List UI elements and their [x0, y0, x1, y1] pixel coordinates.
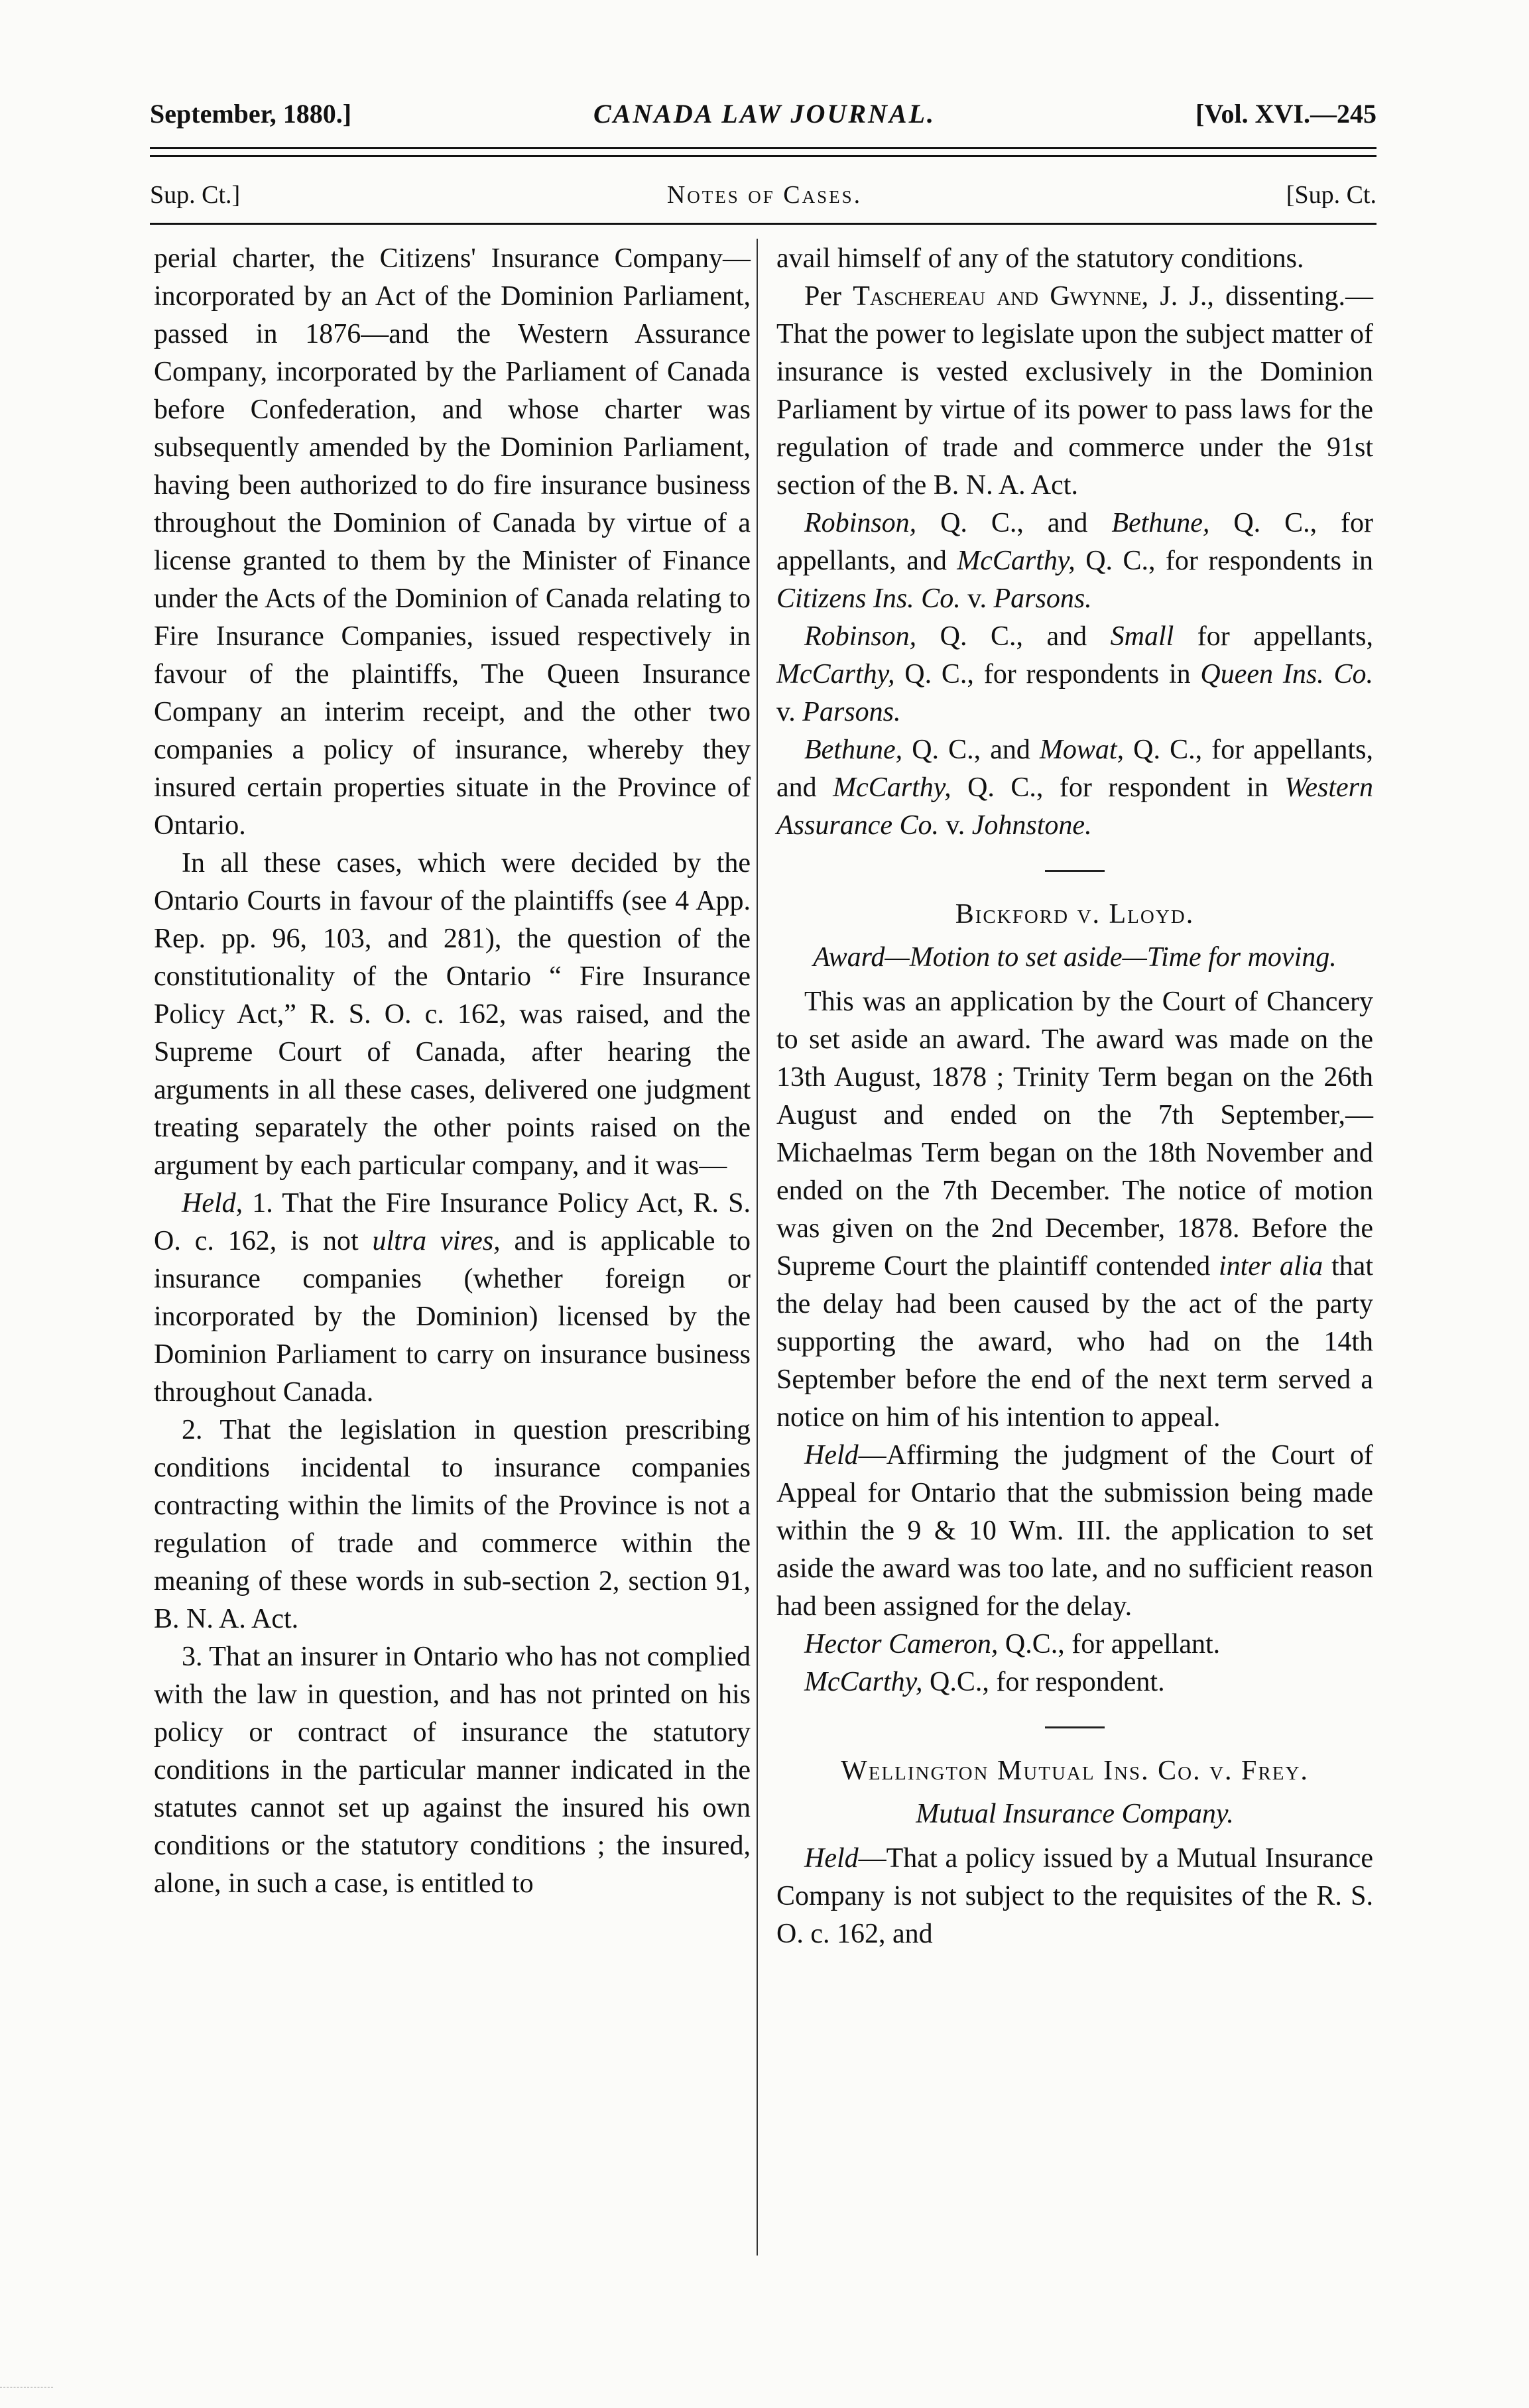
counsel-queen: Robinson, Q. C., and Small for appellants, McCarthy, Q. C., for respondents in Queen Ins. Co. v. Parsons.	[776, 621, 1373, 727]
bickford-counsel-appellant: Hector Cameron, Q.C., for appellant.	[804, 1629, 1221, 1659]
case-title-bickford: Bickford v. Lloyd.	[955, 899, 1195, 930]
case-separator-2	[1045, 1726, 1105, 1728]
left-paragraph-point-3: 3. That an insurer in Ontario who has not complied with the law in question, and has not printed on his policy or contract of insurance the statutory conditions in the particular manner indicated in the statutes cannot set up against the insured his own conditions or the statutory conditions ; the insured, alone, in such a case, is entitled to	[154, 1642, 751, 1899]
left-paragraph-point-2: 2. That the legislation in question prescribing conditions incidental to insurance companies contracting within the limits of the Province is not a regulation of trade and commerce within the meaning of these words in sub-section 2, section 91, B. N. A. Act.	[154, 1415, 751, 1634]
wellington-held: Held—That a policy issued by a Mutual Insurance Company is not subject to the requisites of the R. S. O. c. 162, and	[776, 1843, 1373, 1949]
right-paragraph-1: avail himself of any of the statutory conditions.	[776, 243, 1304, 274]
case-subtitle-bickford: Award—Motion to set aside—Time for moving.	[813, 942, 1337, 973]
left-column	[154, 240, 751, 1903]
right-paragraph-dissent: Per Taschereau and Gwynne, J. J., dissenting.—That the power to legislate upon the subject matter of insurance is vested exclusively in the Dominion Parliament by virtue of its power to pass laws for the regulation of trade and commerce under the 91st section of the B. N. A. Act.	[776, 281, 1373, 501]
court-left: Sup. Ct.]	[150, 181, 241, 209]
header-date: September, 1880.]	[150, 99, 352, 129]
counsel-western: Bethune, Q. C., and Mowat, Q. C., for appellants, and McCarthy, Q. C., for respondent in Western Assurance Co. v. Johnstone.	[776, 735, 1373, 841]
column-divider	[757, 239, 758, 2256]
right-column	[776, 240, 1373, 1953]
header-rule-top	[150, 147, 1376, 149]
left-paragraph-2: In all these cases, which were decided by the Ontario Courts in favour of the plaintiffs (see 4 App. Rep. pp. 96, 103, and 281), the question of the constitutionality of the Ontario “ Fire Insurance Policy Act,” R. S. O. c. 162, was raised, and the Supreme Court of Canada, after hearing the arguments in all these cases, delivered one judgment treating separately the other points raised on the argument by each particular company, and it was—	[154, 848, 751, 1181]
case-title-wellington: Wellington Mutual Ins. Co. v. Frey.	[841, 1756, 1309, 1786]
journal-title: CANADA LAW JOURNAL.	[593, 99, 936, 129]
left-paragraph-held: Held, 1. That the Fire Insurance Policy Act, R. S. O. c. 162, is not ultra vires, and is applicable to insurance companies (whether foreign or incorporated by the Dominion) licensed by the Dominion Parliament to carry on insurance business throughout Canada.	[154, 1188, 751, 1408]
bickford-facts: This was an application by the Court of Chancery to set aside an award. The award was made on the 13th August, 1878 ; Trinity Term began on the 26th August and ended on the 7th September,—Michaelmas Term began on the 18th November and ended on the 7th December. The notice of motion was given on the 2nd December, 1878. Before the Supreme Court the plaintiff contended inter alia that the delay had been caused by the act of the party supporting the award, who had on the 14th September before the end of the next term served a notice on him of his intention to appeal.	[776, 987, 1373, 1433]
left-paragraph-1: perial charter, the Citizens' Insurance Company—incorporated by an Act of the Dominion Parliament, passed in 1876—and the Western Assurance Company, incorporated by the Parliament of Canada before Confederation, and whose charter was subsequently amended by the Dominion Parliament, having been authorized to do fire insurance business throughout the Dominion of Canada by virtue of a license granted to them by the Minister of Finance under the Acts of the Dominion of Canada relating to Fire Insurance Companies, issued respectively in favour of the plaintiffs, The Queen Insurance Company an interim receipt, and the other two companies a policy of insurance, whereby they insured certain properties situate in the Province of Ontario.	[154, 243, 751, 841]
case-subtitle-wellington: Mutual Insurance Company.	[916, 1799, 1234, 1829]
volume-page: [Vol. XVI.—245	[1195, 99, 1376, 129]
court-right: [Sup. Ct.	[1286, 181, 1376, 209]
section-title: Notes of Cases.	[666, 181, 863, 209]
subheader-rule	[150, 223, 1376, 225]
bickford-counsel-respondent: McCarthy, Q.C., for respondent.	[804, 1667, 1165, 1697]
counsel-citizens: Robinson, Q. C., and Bethune, Q. C., for appellants, and McCarthy, Q. C., for respondents in Citizens Ins. Co. v. Parsons.	[776, 508, 1374, 614]
bickford-held: Held—Affirming the judgment of the Court of Appeal for Ontario that the submission being made within the 9 & 10 Wm. III. the application to set aside the award was too late, and no sufficient reason had been assigned for the delay.	[776, 1440, 1373, 1622]
case-separator-1	[1045, 870, 1105, 872]
header-rule-bottom	[150, 155, 1376, 157]
